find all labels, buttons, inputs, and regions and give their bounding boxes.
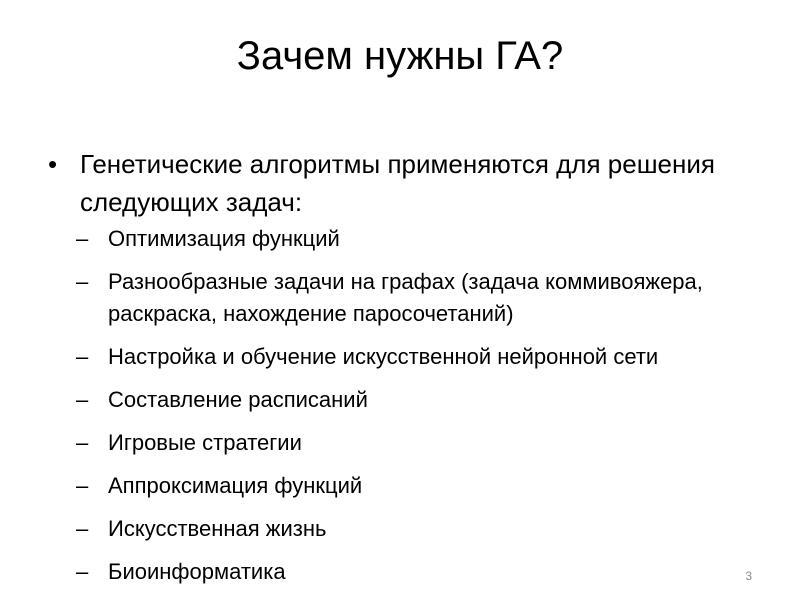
sub-bullet-list <box>76 223 736 599</box>
main-bullet-item <box>48 145 728 221</box>
sub-bullet-item <box>76 513 736 545</box>
page-number: 3 <box>745 569 752 583</box>
sub-bullet-item <box>76 470 736 502</box>
sub-bullet-item <box>76 341 736 373</box>
sub-bullet-text: Аппроксимация функций <box>108 473 363 498</box>
sub-bullet-item <box>76 384 736 416</box>
main-bullet-text: Генетические алгоритмы применяются для решения следующих задач: <box>80 149 715 217</box>
dash-icon: – <box>76 430 89 455</box>
slide-title: Зачем нужны ГА? <box>236 34 564 78</box>
sub-bullet-item <box>76 427 736 459</box>
dash-icon: – <box>76 226 89 251</box>
dash-icon: – <box>76 344 89 369</box>
sub-bullet-text: Разнообразные задачи на графах (задача коммивояжера, раскраска, нахождение паросочетаний) <box>108 269 703 326</box>
sub-bullet-text: Игровые стратегии <box>108 430 302 455</box>
sub-bullet-text: Составление расписаний <box>108 387 368 412</box>
sub-bullet-item <box>76 223 736 255</box>
dash-icon: – <box>76 269 89 294</box>
sub-bullet-text: Настройка и обучение искусственной нейронной сети <box>108 344 659 369</box>
dash-icon: – <box>76 559 89 584</box>
sub-bullet-item <box>76 556 736 588</box>
sub-bullet-text: Оптимизация функций <box>108 226 340 251</box>
dash-icon: – <box>76 516 89 541</box>
dash-icon: – <box>76 473 89 498</box>
bullet-icon: • <box>48 149 58 179</box>
sub-bullet-text: Биоинформатика <box>108 559 286 584</box>
sub-bullet-text: Искусственная жизнь <box>108 516 327 541</box>
sub-bullet-item <box>76 266 736 330</box>
dash-icon: – <box>76 387 89 412</box>
